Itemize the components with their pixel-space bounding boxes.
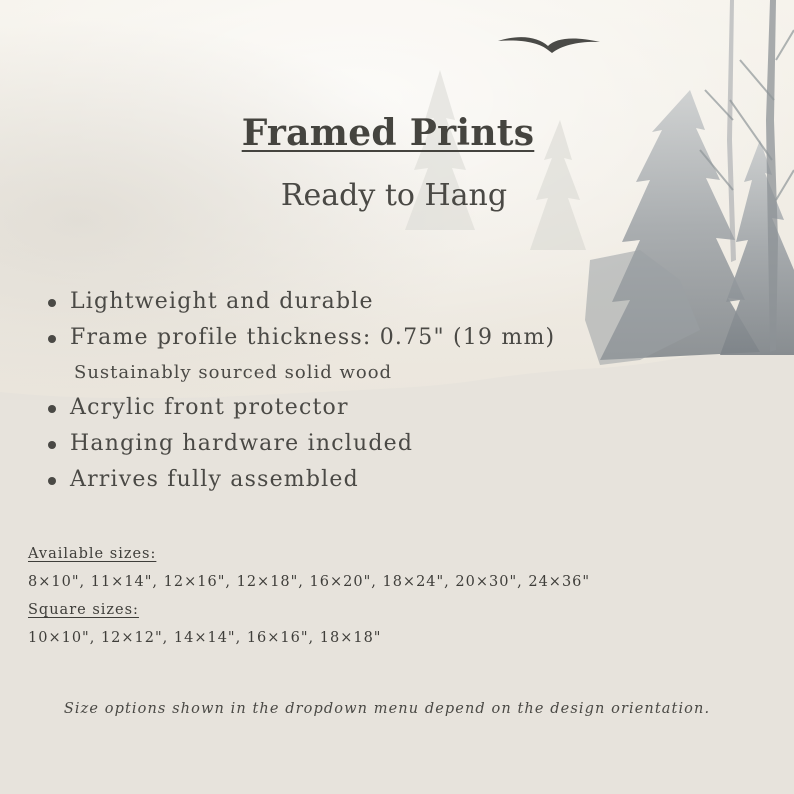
feature-item: Acrylic front protector — [48, 390, 555, 426]
feature-list — [48, 284, 555, 498]
size-info — [28, 540, 590, 652]
feature-item: Arrives fully assembled — [48, 462, 555, 498]
feature-item: Hanging hardware included — [48, 426, 555, 462]
page-subtitle: Ready to Hang — [280, 178, 508, 213]
available-sizes-label: Available sizes: — [28, 546, 157, 562]
available-sizes-list: 8×10", 11×14", 12×16", 12×18", 16×20", 18×24", 20×30", 24×36" — [28, 574, 591, 590]
square-sizes-label: Square sizes: — [28, 602, 139, 618]
square-sizes-list: 10×10", 12×12", 14×14", 16×16", 18×18" — [28, 630, 382, 646]
orientation-note: Size options shown in the dropdown menu depend on the design orientation. — [63, 701, 711, 717]
feature-item: Frame profile thickness: 0.75" (19 mm) — [48, 320, 555, 356]
feature-subitem: Sustainably sourced solid wood — [74, 362, 393, 383]
page-title: Framed Prints — [241, 112, 535, 154]
feature-item: Lightweight and durable — [48, 284, 555, 320]
